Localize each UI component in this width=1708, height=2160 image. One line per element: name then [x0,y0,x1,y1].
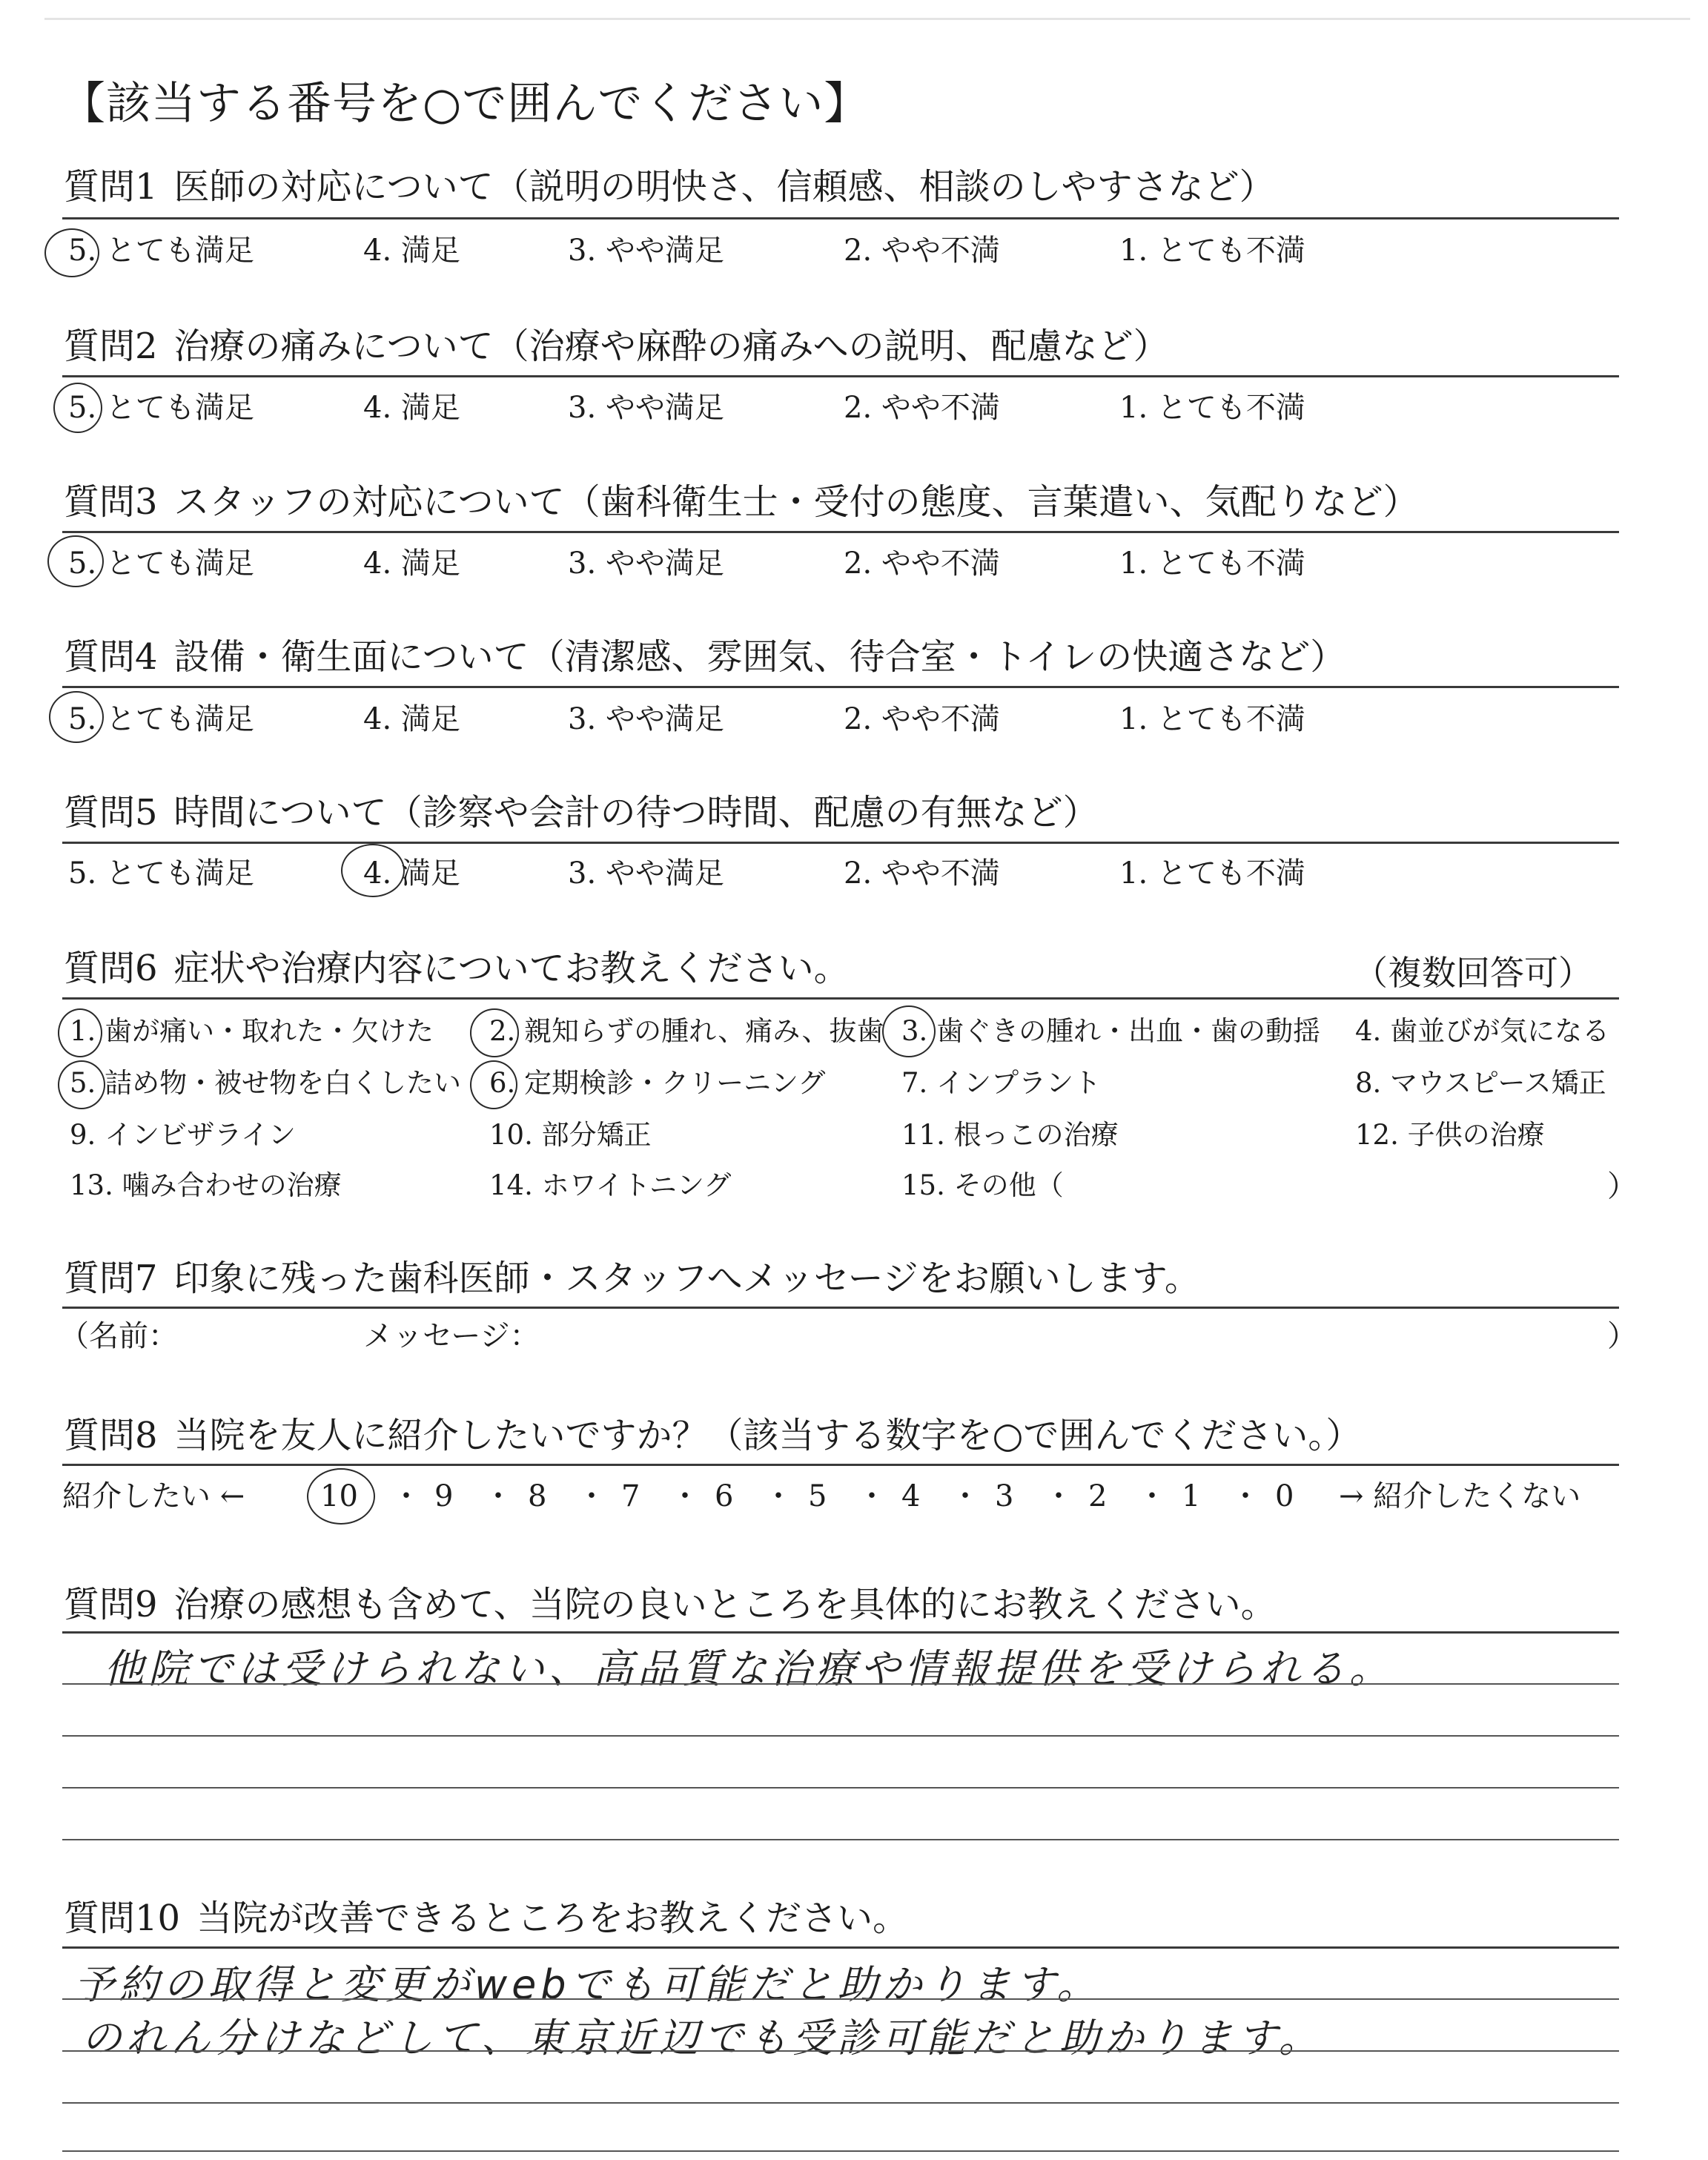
top-border [44,18,1690,20]
question-number: 質問9 [64,1584,158,1625]
scale-5[interactable]: 5 [808,1479,827,1513]
q1-option-2[interactable]: 2. やや不満 [844,234,1000,268]
question-number: 質問8 [64,1415,158,1456]
q1-option-1[interactable]: 1. とても不満 [1119,234,1305,268]
q4-option-1[interactable]: 1. とても不満 [1119,702,1305,736]
q6-option-13[interactable]: 13. 噛み合わせの治療 [70,1169,342,1201]
question-10 [64,1898,909,1939]
q6-option-8[interactable]: 8. マウスピース矯正 [1355,1067,1606,1099]
answer-line [62,1787,1619,1789]
scale-3[interactable]: 3 [995,1479,1014,1513]
handwritten-answer: のれん分けなどして、東京近辺でも受診可能だと助かります。 [82,2015,1323,2061]
question-title: 設備・衛生面について（清潔感、雰囲気、待合室・トイレの快適さなど） [173,636,1346,678]
answer-line [62,2102,1619,2104]
q6-option-2[interactable]: 2. 親知らずの腫れ、痛み、抜歯 [489,1015,884,1047]
question-6 [64,948,850,989]
question-1 [64,166,1275,208]
question-number: 質問3 [64,481,158,523]
q5-option-4[interactable]: 4. 満足 [363,856,460,891]
q1-option-3[interactable]: 3. やや満足 [568,234,724,268]
scale-8[interactable]: 8 [528,1479,547,1513]
scale-10[interactable]: 10 [320,1479,358,1513]
q3-option-1[interactable]: 1. とても不満 [1119,546,1305,581]
question-2 [64,326,1169,367]
question-9-rule [62,1631,1619,1634]
q1-option-4[interactable]: 4. 満足 [363,234,460,268]
question-4-rule [62,686,1619,688]
q6-option-7[interactable]: 7. インプラント [901,1067,1102,1099]
q4-option-2[interactable]: 2. やや不満 [844,702,1000,736]
q3-option-4[interactable]: 4. 満足 [363,546,460,581]
scale-6[interactable]: 6 [715,1479,734,1513]
q2-option-4[interactable]: 4. 満足 [363,391,460,425]
question-number: 質問4 [64,636,158,678]
q6-option-15[interactable]: 15. その他（ [901,1169,1064,1201]
question-title: 当院を友人に紹介したいですか？（該当する数字を○で囲んでください。） [173,1415,1362,1456]
answer-line [62,2050,1619,2052]
q2-option-1[interactable]: 1. とても不満 [1119,391,1305,425]
scale-4[interactable]: 4 [901,1479,921,1513]
question-2-rule [62,375,1619,377]
question-title: スタッフの対応について（歯科衛生士・受付の態度、言葉遣い、気配りなど） [173,481,1419,523]
q6-option-12[interactable]: 12. 子供の治療 [1355,1119,1545,1151]
q5-option-3[interactable]: 3. やや満足 [568,856,724,891]
question-number: 質問10 [64,1898,181,1939]
multiple-answer-note: （複数回答可） [1354,953,1592,993]
q6-option-14[interactable]: 14. ホワイトニング [489,1169,732,1201]
question-title: 治療の痛みについて（治療や麻酔の痛みへの説明、配慮など） [173,326,1169,367]
page-header: 【該当する番号を○で囲んでください】 [61,78,870,130]
q3-option-5[interactable]: 5. とても満足 [68,546,254,581]
handwritten-answer: 他院では受けられない、高品質な治療や情報提供を受けられる。 [104,1645,1394,1692]
scale-dot: ・ [391,1479,421,1513]
question-number: 質問6 [64,948,158,989]
question-number: 質問5 [64,792,158,833]
question-3-rule [62,531,1619,533]
scale-7[interactable]: 7 [621,1479,640,1513]
question-title: 治療の感想も含めて、当院の良いところを具体的にお教えください。 [173,1584,1277,1625]
q2-option-3[interactable]: 3. やや満足 [568,391,724,425]
question-title: 時間について（診察や会計の待つ時間、配慮の有無など） [173,792,1099,833]
question-title: 印象に残った歯科医師・スタッフへメッセージをお願いします。 [173,1258,1200,1299]
scale-0[interactable]: 0 [1275,1479,1294,1513]
scale-dot: ・ [1044,1479,1073,1513]
scale-dot: ・ [483,1479,513,1513]
q6-option-3[interactable]: 3. 歯ぐきの腫れ・出血・歯の動揺 [901,1015,1321,1047]
q5-option-5[interactable]: 5. とても満足 [68,856,254,891]
q4-option-5[interactable]: 5. とても満足 [68,702,254,736]
answer-line [62,1735,1619,1737]
question-7 [64,1258,1200,1299]
question-5-rule [62,842,1619,844]
recommend-right-label: → 紹介したくない [1339,1479,1581,1513]
scale-dot: ・ [1231,1479,1260,1513]
q5-option-1[interactable]: 1. とても不満 [1119,856,1305,891]
q2-option-5[interactable]: 5. とても満足 [68,391,254,425]
q3-option-2[interactable]: 2. やや不満 [844,546,1000,581]
message-close-paren: ） [1607,1319,1637,1353]
question-number: 質問1 [64,166,158,208]
q6-option-6[interactable]: 6. 定期検診・クリーニング [489,1067,826,1099]
q4-option-3[interactable]: 3. やや満足 [568,702,724,736]
q6-other-close-paren: ） [1607,1169,1637,1203]
question-title: 当院が改善できるところをお教えください。 [196,1898,909,1939]
q4-option-4[interactable]: 4. 満足 [363,702,460,736]
q1-option-5[interactable]: 5. とても満足 [68,234,254,268]
q5-option-2[interactable]: 2. やや不満 [844,856,1000,891]
handwritten-answer: 予約の取得と変更がwebでも可能だと助かります。 [74,1961,1102,2008]
question-number: 質問2 [64,326,158,367]
message-label: メッセージ： [363,1319,540,1353]
scale-9[interactable]: 9 [434,1479,454,1513]
question-7-rule [62,1307,1619,1309]
q6-option-5[interactable]: 5. 詰め物・被せ物を白くしたい [70,1067,462,1099]
scale-2[interactable]: 2 [1088,1479,1108,1513]
answer-line [62,1839,1619,1840]
question-6-rule [62,997,1619,1000]
question-title: 症状や治療内容についてお教えください。 [173,948,850,989]
question-8 [64,1415,1362,1456]
question-8-rule [62,1464,1619,1466]
q3-option-3[interactable]: 3. やや満足 [568,546,724,581]
q6-option-4[interactable]: 4. 歯並びが気になる [1355,1015,1610,1047]
scale-dot: ・ [857,1479,887,1513]
answer-line [62,1998,1619,2000]
q2-option-2[interactable]: 2. やや不満 [844,391,1000,425]
question-4 [64,636,1346,678]
question-9 [64,1584,1277,1625]
name-label: （名前： [59,1319,178,1353]
q6-option-11[interactable]: 11. 根っこの治療 [901,1119,1119,1151]
scale-dot: ・ [950,1479,980,1513]
question-number: 質問7 [64,1258,158,1299]
question-10-rule [62,1946,1619,1949]
q6-option-10[interactable]: 10. 部分矯正 [489,1119,652,1151]
question-1-rule [62,217,1619,219]
q6-option-9[interactable]: 9. インビザライン [70,1119,296,1151]
answer-line [62,2150,1619,2152]
q6-option-1[interactable]: 1. 歯が痛い・取れた・欠けた [70,1015,434,1047]
question-5 [64,792,1099,833]
scale-dot: ・ [764,1479,793,1513]
scale-1[interactable]: 1 [1182,1479,1201,1513]
scale-dot: ・ [670,1479,700,1513]
scale-dot: ・ [577,1479,606,1513]
question-title: 医師の対応について（説明の明快さ、信頼感、相談のしやすさなど） [173,166,1275,208]
recommend-left-label: 紹介したい ← [62,1479,245,1513]
question-3 [64,481,1419,523]
scale-dot: ・ [1137,1479,1167,1513]
answer-line [62,1683,1619,1685]
